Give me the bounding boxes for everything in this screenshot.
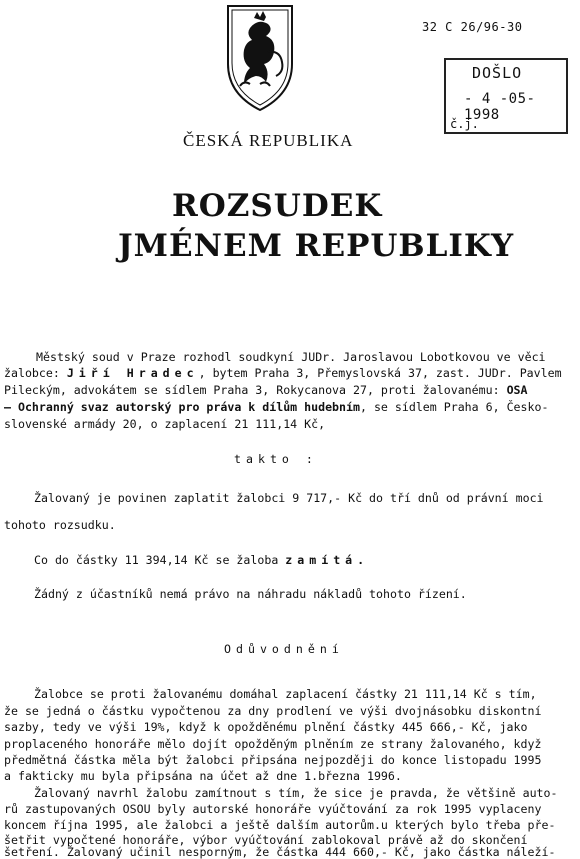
intro-line-2-a: žalobce: bbox=[4, 366, 67, 380]
stamp-date: - 4 -05- 1998 bbox=[464, 91, 536, 123]
reasoning-p1-line: Žalobce se proti žalovanému domáhal zaplacení částky 21 111,14 Kč s tím, bbox=[34, 687, 537, 701]
intro-line-3 bbox=[4, 383, 528, 397]
case-number: 32 C 26/96-30 bbox=[422, 20, 523, 34]
document-title-line1: ROZSUDEK bbox=[172, 188, 383, 224]
country-heading: ČESKÁ REPUBLIKA bbox=[183, 131, 354, 150]
verdict-heading: takto : bbox=[234, 452, 318, 466]
reasoning-p1-line: předmětná částka měla být žalobci připsána nejpozději do konce listopadu 1995 bbox=[4, 753, 542, 767]
defendant-name: – Ochranný svaz autorský pro práva k dílům hudebním bbox=[4, 400, 360, 414]
intro-line-5: slovenské armády 20, o zaplacení 21 111,14 Kč, bbox=[4, 417, 326, 431]
reasoning-p2-line: koncem října 1995, ale žalobci a ještě dalším autorům.u kterých bylo třeba pře- bbox=[4, 818, 556, 832]
received-stamp bbox=[444, 58, 568, 134]
stamp-ref-label: č.j. bbox=[450, 117, 479, 131]
reasoning-p1-line: sazby, tedy ve výši 19%, když k opožděnému plnění částky 445 666,- Kč, jako bbox=[4, 720, 528, 734]
intro-line-1: Městský soud v Praze rozhodl soudkyní JUDr. Jaroslavou Lobotkovou ve věci bbox=[36, 350, 546, 364]
reasoning-heading: Odůvodnění bbox=[224, 642, 344, 656]
intro-line-3-a: Pileckým, advokátem se sídlem Praha 3, Rokycanova 27, proti žalovanému: bbox=[4, 383, 507, 397]
coat-of-arms-emblem bbox=[224, 2, 296, 114]
reasoning-p1-line: že se jedná o částku vypočtenou za dny prodlení ve výši dvojnásobku diskontní bbox=[4, 704, 542, 718]
verdict-p2 bbox=[34, 553, 369, 567]
intro-line-2 bbox=[4, 366, 562, 380]
verdict-dismissed: zamítá. bbox=[285, 553, 370, 567]
intro-line-4-b: , se sídlem Praha 6, Česko- bbox=[359, 400, 549, 414]
verdict-p1-line-1: Žalovaný je povinen zaplatit žalobci 9 717,- Kč do tří dnů od právní moci bbox=[34, 491, 544, 505]
reasoning-p2-line: rů zastupovaných OSOU byly autorské honoráře vyúčtování za rok 1995 vyplaceny bbox=[4, 802, 542, 816]
reasoning-p2-line: Žalovaný navrhl žalobu zamítnout s tím, že sice je pravda, že většině auto- bbox=[34, 786, 558, 800]
reasoning-p1-line: a fakticky mu byla připsána na účet až dne 1.března 1996. bbox=[4, 769, 402, 783]
reasoning-p1-line: proplaceného honoráře mělo dojít opožděným plněním ze strany žalovaného, když bbox=[4, 737, 542, 751]
document-title-line2: JMÉNEM REPUBLIKY bbox=[118, 228, 515, 264]
plaintiff-name: Jiří Hradec bbox=[66, 366, 199, 380]
verdict-p2-a: Co do částky 11 394,14 Kč se žaloba bbox=[34, 553, 286, 567]
intro-line-4 bbox=[4, 400, 548, 414]
verdict-p3: Žádný z účastníků nemá právo na náhradu nákladů tohoto řízení. bbox=[34, 587, 467, 601]
reasoning-p2-line: šetřit vypočtené honoráře, výbor vyúčtování zablokoval právě až do skončení bbox=[4, 833, 528, 847]
defendant-abbrev: OSA bbox=[506, 383, 528, 397]
verdict-p1-line-2: tohoto rozsudku. bbox=[4, 518, 116, 532]
reasoning-p2-line: šetření. Žalovaný učinil nesporným, že částka 444 660,- Kč, jako částka náleží- bbox=[4, 845, 556, 859]
stamp-received-label: DOŠLO bbox=[472, 64, 523, 82]
intro-line-2-b: , bytem Praha 3, Přemyslovská 37, zast. JUDr. Pavlem bbox=[198, 366, 562, 380]
